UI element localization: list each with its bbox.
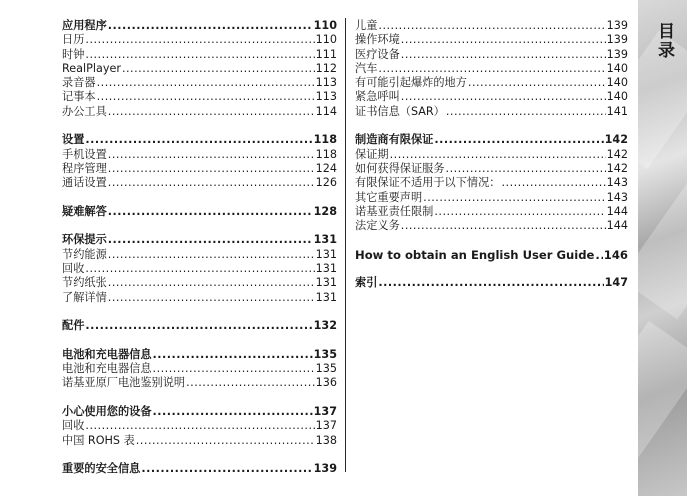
dot-leader	[108, 162, 315, 176]
toc-entry-title: 证书信息（SAR）	[355, 104, 445, 118]
dot-leader	[423, 191, 606, 205]
toc-section-heading[interactable]	[62, 462, 337, 476]
dot-leader	[108, 276, 315, 290]
toc-entry-page: 139	[606, 19, 628, 32]
toc-entry-title: 其它重要声明	[355, 190, 423, 204]
toc-section-heading[interactable]	[62, 133, 337, 147]
dot-leader	[108, 205, 313, 219]
toc-entry-page: 112	[315, 61, 337, 75]
toc-entry[interactable]	[355, 19, 628, 33]
toc-entry-page: 140	[606, 90, 628, 104]
toc-heading-page: 128	[313, 204, 337, 218]
dot-leader	[108, 148, 315, 162]
toc-entry-page: 111	[315, 47, 337, 61]
toc-entry-page: 131	[315, 247, 337, 261]
dot-leader	[108, 19, 313, 33]
dot-leader	[85, 48, 314, 62]
toc-entry-page: 142	[606, 161, 628, 175]
dot-leader	[136, 434, 315, 448]
toc-entry-page: 135	[315, 362, 337, 376]
toc-entry-title: 节约能源	[62, 247, 107, 261]
toc-heading-page: 131	[313, 233, 337, 247]
toc-entry-title: 医疗设备	[355, 47, 400, 61]
dot-leader	[378, 62, 605, 76]
toc-entry[interactable]	[62, 48, 337, 62]
toc-entry[interactable]	[62, 105, 337, 119]
toc-section	[62, 462, 337, 476]
side-tab-label: 目录	[654, 22, 674, 60]
toc-left-column	[62, 19, 337, 491]
toc-entry[interactable]	[355, 33, 628, 47]
toc-section-heading[interactable]	[62, 405, 337, 419]
toc-entry-title: 办公工具	[62, 104, 107, 118]
dot-leader	[153, 405, 313, 419]
toc-heading-page: 132	[313, 319, 337, 333]
toc-entry-title: 录音器	[62, 76, 96, 90]
toc-entry[interactable]	[62, 434, 337, 448]
dot-leader	[434, 133, 603, 147]
toc-entry-page: 144	[606, 219, 628, 233]
toc-heading-page: 142	[604, 133, 628, 147]
toc-heading-title: 环保提示	[62, 233, 107, 247]
dot-leader	[378, 276, 603, 290]
toc-section-heading[interactable]	[62, 319, 337, 333]
toc-section-heading[interactable]	[62, 19, 337, 33]
dot-leader	[153, 362, 315, 376]
toc-section	[62, 348, 337, 391]
toc-entry-title: RealPlayer	[62, 61, 121, 75]
toc-entry-page: 140	[606, 76, 628, 90]
toc-section	[355, 276, 628, 290]
toc-entry[interactable]	[62, 33, 337, 47]
dot-leader	[97, 76, 315, 90]
dot-leader	[85, 419, 314, 433]
toc-entry-title: 紧急呼叫	[355, 90, 400, 104]
toc-entry-title: 保证期	[355, 147, 389, 161]
toc-entry-page: 139	[606, 47, 628, 61]
toc-heading-title: 设置	[62, 133, 85, 147]
toc-entry-page: 144	[606, 204, 628, 218]
column-divider	[345, 18, 346, 472]
toc-entry[interactable]	[355, 48, 628, 62]
toc-entry-title: 回收	[62, 419, 85, 433]
toc-section	[62, 319, 337, 333]
toc-entry-page: 143	[606, 176, 628, 190]
toc-entry-title: 程序管理	[62, 161, 107, 175]
toc-entry-title: 记事本	[62, 90, 96, 104]
toc-entry-page: 143	[606, 190, 628, 204]
toc-entry-page: 136	[315, 376, 337, 390]
toc-heading-title: 制造商有限保证	[355, 133, 434, 147]
toc-entry[interactable]	[355, 205, 628, 219]
toc-entry-title: 儿童	[355, 19, 378, 32]
toc-entry-page: 137	[315, 419, 337, 433]
toc-entry[interactable]	[62, 248, 337, 262]
dot-leader	[390, 148, 606, 162]
toc-heading-title: How to obtain an English User Guide	[355, 247, 595, 262]
toc-heading-title: 小心使用您的设备	[62, 405, 152, 419]
dot-leader	[595, 248, 602, 262]
toc-heading-page: 137	[313, 405, 337, 419]
toc-entry[interactable]	[62, 176, 337, 190]
toc-entry-title: 诺基亚原厂电池鉴别说明	[62, 376, 186, 390]
toc-entry[interactable]	[355, 191, 628, 205]
toc-entry-page: 113	[315, 90, 337, 104]
toc-heading-title: 疑难解答	[62, 204, 107, 218]
toc-entry-title: 回收	[62, 262, 85, 276]
toc-entry-title: 通话设置	[62, 176, 107, 190]
toc-entry[interactable]	[62, 262, 337, 276]
toc-entry-title: 诺基亚责任限制	[355, 204, 434, 218]
toc-heading-page: 110	[313, 19, 337, 32]
toc-section-heading[interactable]	[62, 233, 337, 247]
toc-entry[interactable]	[355, 176, 628, 190]
toc-heading-title: 配件	[62, 319, 85, 333]
toc-entry-page: 114	[315, 104, 337, 118]
toc-heading-title: 电池和充电器信息	[62, 347, 152, 361]
toc-heading-page: 135	[313, 347, 337, 361]
toc-entry-title: 了解详情	[62, 290, 107, 304]
dot-leader	[108, 176, 315, 190]
toc-entry[interactable]	[62, 419, 337, 433]
toc-heading-title: 应用程序	[62, 19, 107, 32]
dot-leader	[108, 233, 313, 247]
toc-entry-page: 131	[315, 290, 337, 304]
dot-leader	[446, 162, 606, 176]
toc-entry[interactable]	[62, 276, 337, 290]
toc-entry-title: 有可能引起爆炸的地方	[355, 76, 467, 90]
dot-leader	[85, 262, 314, 276]
toc-entry[interactable]	[62, 148, 337, 162]
toc-section	[62, 205, 337, 219]
toc-entry-title: 日历	[62, 33, 85, 47]
toc-section	[355, 19, 628, 119]
dot-leader	[401, 33, 606, 47]
dot-leader	[401, 48, 606, 62]
toc-entry-page: 126	[315, 176, 337, 190]
dot-leader	[108, 105, 315, 119]
toc-section	[62, 405, 337, 448]
toc-entry-page: 131	[315, 276, 337, 290]
toc-entry-page: 139	[606, 33, 628, 47]
toc-entry-title: 汽车	[355, 61, 378, 75]
toc-entry-title: 操作环境	[355, 33, 400, 47]
dot-leader	[108, 291, 315, 305]
toc-entry-page: 118	[315, 147, 337, 161]
toc-heading-page: 147	[604, 276, 628, 290]
dot-leader	[434, 205, 605, 219]
toc-entry[interactable]	[62, 362, 337, 376]
dot-leader	[85, 133, 312, 147]
dot-leader	[186, 376, 315, 390]
toc-entry-page: 113	[315, 76, 337, 90]
dot-leader	[85, 33, 314, 47]
toc-heading-page: 139	[313, 462, 337, 476]
toc-entry[interactable]	[62, 62, 337, 76]
dot-leader	[446, 105, 606, 119]
toc-section-heading[interactable]	[355, 276, 628, 290]
toc-section-heading[interactable]	[355, 133, 628, 147]
toc-entry-title: 电池和充电器信息	[62, 362, 152, 376]
side-tab	[638, 0, 687, 496]
toc-entry-title: 手机设置	[62, 147, 107, 161]
dot-leader	[108, 248, 315, 262]
dot-leader	[378, 19, 605, 33]
toc-entry[interactable]	[62, 76, 337, 90]
dot-leader	[141, 462, 312, 476]
toc-section-heading[interactable]	[62, 205, 337, 219]
toc-section	[62, 19, 337, 119]
toc-entry[interactable]	[355, 90, 628, 104]
toc-entry[interactable]	[62, 376, 337, 390]
toc-entry-title: 如何获得保证服务	[355, 161, 445, 175]
dot-leader	[85, 319, 312, 333]
toc-entry-page: 138	[315, 433, 337, 447]
toc-section	[355, 133, 628, 233]
dot-leader	[401, 90, 606, 104]
toc-entry-title: 节约纸张	[62, 276, 107, 290]
dot-leader	[468, 76, 606, 90]
dot-leader	[401, 219, 606, 233]
toc-entry[interactable]	[355, 148, 628, 162]
toc-entry-page: 141	[606, 104, 628, 118]
toc-right-column	[355, 19, 628, 305]
dot-leader	[122, 62, 315, 76]
toc-entry-page: 110	[315, 33, 337, 47]
toc-entry[interactable]	[355, 105, 628, 119]
toc-entry[interactable]	[355, 62, 628, 76]
dot-leader	[153, 348, 313, 362]
toc-entry[interactable]	[62, 162, 337, 176]
toc-entry-page: 140	[606, 61, 628, 75]
toc-section	[62, 133, 337, 190]
dot-leader	[501, 176, 605, 190]
toc-entry[interactable]	[62, 291, 337, 305]
toc-entry-title: 法定义务	[355, 219, 400, 233]
toc-entry[interactable]	[355, 219, 628, 233]
toc-entry[interactable]	[355, 162, 628, 176]
dot-leader	[97, 90, 315, 104]
toc-entry-title: 中国 ROHS 表	[62, 433, 135, 447]
toc-entry-title: 时钟	[62, 47, 85, 61]
toc-heading-title: 索引	[355, 276, 378, 290]
toc-section	[62, 233, 337, 304]
toc-section	[355, 248, 628, 262]
toc-heading-page: 118	[313, 133, 337, 147]
toc-entry[interactable]	[355, 76, 628, 90]
toc-heading-page: 146	[603, 247, 628, 262]
toc-entry[interactable]	[62, 90, 337, 104]
toc-entry-page: 131	[315, 262, 337, 276]
toc-entry-page: 124	[315, 161, 337, 175]
toc-section-heading[interactable]	[355, 248, 628, 262]
toc-entry-page: 142	[606, 147, 628, 161]
toc-entry-title: 有限保证不适用于以下情况：	[355, 176, 501, 190]
toc-heading-title: 重要的安全信息	[62, 462, 141, 476]
toc-section-heading[interactable]	[62, 348, 337, 362]
